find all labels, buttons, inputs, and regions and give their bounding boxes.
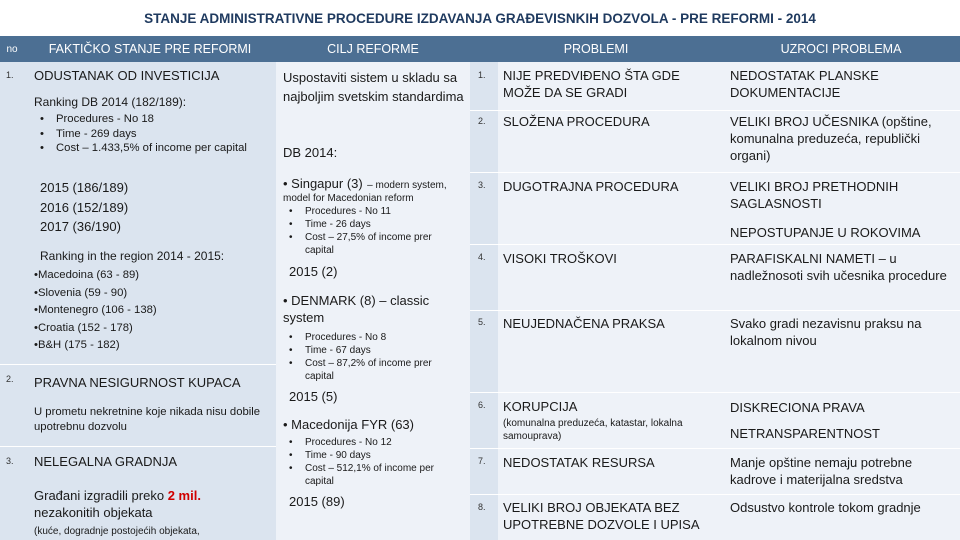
cause-2: VELIKI BROJ UČESNIKA (opštine, komunalna preduzeća, republički organi) <box>730 114 932 163</box>
highlight-count: 2 mil. <box>167 488 201 503</box>
ranking-region: Ranking in the region 2014 - 2015: <box>40 249 225 263</box>
item-nelegalna-text <box>34 488 264 522</box>
header-col2: CILJ REFORME <box>327 42 419 56</box>
row-divider <box>0 364 276 365</box>
item-nelegalna-note: (kuće, dogradnje postojećih objekata, <box>34 526 200 537</box>
region-list <box>34 267 157 355</box>
row-number: 2. <box>478 116 486 126</box>
row-divider <box>470 310 960 311</box>
row-number: 3. <box>478 180 486 190</box>
row-number: 5. <box>478 317 486 327</box>
list-item: • Time - 26 days <box>283 218 463 231</box>
row-divider <box>470 494 960 495</box>
row-divider <box>470 448 960 449</box>
header-col1: FAKTIČKO STANJE PRE REFORMI <box>48 42 252 56</box>
row-number: 2. <box>6 374 14 384</box>
list-item: • Procedures - No 8 <box>283 331 463 344</box>
db-bullets <box>34 112 256 156</box>
cause-8: Odsustvo kontrole tokom gradnje <box>730 500 921 515</box>
list-item: • Procedures - No 12 <box>283 436 463 449</box>
macedonia-2015: 2015 (89) <box>289 494 345 509</box>
item-pravna-note: U prometu nekretnine koje nikada nisu dobile upotrebnu dozvolu <box>34 406 261 433</box>
row-divider <box>470 172 960 173</box>
cause-7: Manje opštine nemaju potrebne kadrove i materijalna sredstva <box>730 455 913 487</box>
col3-num-bg <box>470 62 498 540</box>
cause-4: PARAFISKALNI NAMETI – u nadležnosoti svih učesnika procedure <box>730 251 947 283</box>
list-item: •Montenegro (106 - 138) <box>34 304 157 316</box>
header-col3: PROBLEMI <box>563 42 629 56</box>
cause-6b: NETRANSPARENTNOST <box>730 426 880 441</box>
text-part: nezakonitih objekata <box>34 504 153 520</box>
cause-5: Svako gradi nezavisnu praksu na lokalnom nivou <box>730 316 922 348</box>
cause-1: NEDOSTATAK PLANSKE DOKUMENTACIJE <box>730 68 879 100</box>
item-nelegalna: NELEGALNA GRADNJA <box>34 454 178 469</box>
ranking-db: Ranking DB 2014 (182/189): <box>34 95 187 109</box>
row-divider <box>470 244 960 245</box>
header-col4: UZROCI PROBLEMA <box>780 42 902 56</box>
rank-2017: 2017 (36/190) <box>40 219 121 234</box>
row-number: 8. <box>478 502 486 512</box>
table-header <box>0 36 960 62</box>
list-item: • Cost – 512,1% of income per capital <box>283 462 463 488</box>
db2014-label: DB 2014: <box>283 145 338 160</box>
list-item: • Cost – 27,5% of income prer capital <box>283 231 463 257</box>
singapur-bullets <box>283 205 463 257</box>
singapur-note: – modern system, <box>367 180 447 191</box>
problem-6-note: (komunalna preduzeća, katastar, lokalna samouprava) <box>503 418 683 442</box>
problem-7: NEDOSTATAK RESURSA <box>503 455 655 470</box>
list-item: • Cost – 1.433,5% of income per capital <box>34 141 256 156</box>
rank-2015: 2015 (186/189) <box>40 180 129 195</box>
problem-1: NIJE PREDVIĐENO ŠTA GDE MOŽE DA SE GRADI <box>503 68 680 100</box>
macedonia-label: • Macedonija FYR (63) <box>283 417 414 432</box>
cause-6: DISKRECIONA PRAVA <box>730 400 865 415</box>
row-number: 3. <box>6 456 14 466</box>
list-item: • Procedures - No 18 <box>34 112 256 127</box>
cause-3: VELIKI BROJ PRETHODNIH SAGLASNOSTI <box>730 179 899 211</box>
item-odustanak: ODUSTANAK OD INVESTICIJA <box>34 68 220 83</box>
singapur-2015: 2015 (2) <box>289 264 338 279</box>
problem-8: VELIKI BROJ OBJEKATA BEZ UPOTREBNE DOZVOLE I UPISA <box>503 500 700 532</box>
denmark-label: • DENMARK (8) – classic system <box>283 293 430 325</box>
rank-2016: 2016 (152/189) <box>40 200 129 215</box>
list-item: •Croatia (152 - 178) <box>34 321 133 334</box>
page-title: STANJE ADMINISTRATIVNE PROCEDURE IZDAVANJA GRAĐEVISNKIH DOZVOLA - PRE REFORMI - 2014 <box>0 0 960 36</box>
denmark-bullets <box>283 331 463 383</box>
cause-3b: NEPOSTUPANJE U ROKOVIMA <box>730 225 921 240</box>
row-number: 6. <box>478 400 486 410</box>
row-number: 1. <box>478 70 486 80</box>
list-item: • Time - 269 days <box>34 127 256 142</box>
col-num-bg <box>0 62 24 540</box>
row-divider <box>0 446 276 447</box>
problem-3: DUGOTRAJNA PROCEDURA <box>503 179 679 194</box>
reform-goal: Uspostaviti sistem u skladu sa najboljim svetskim standardima <box>283 70 464 104</box>
list-item: • Time - 67 days <box>283 344 463 357</box>
row-number: 7. <box>478 456 486 466</box>
denmark-2015: 2015 (5) <box>289 389 338 404</box>
problem-5: NEUJEDNAČENA PRAKSA <box>503 316 665 331</box>
problem-4: VISOKI TROŠKOVI <box>503 251 617 266</box>
item-pravna: PRAVNA NESIGURNOST KUPACA <box>34 375 241 390</box>
row-divider <box>470 110 960 111</box>
list-item: • Time - 90 days <box>283 449 463 462</box>
macedonia-bullets <box>283 436 463 488</box>
list-item: •B&H (175 - 182) <box>34 339 120 351</box>
singapur-model: model for Macedonian reform <box>283 193 414 204</box>
problem-2: SLOŽENA PROCEDURA <box>503 114 650 129</box>
row-number: 4. <box>478 252 486 262</box>
row-number: 1. <box>6 70 14 80</box>
list-item: • Cost – 87,2% of income prer capital <box>283 357 463 383</box>
header-num: no <box>6 43 18 55</box>
text-part: Građani izgradili preko <box>34 488 165 503</box>
list-item: •Macedoina (63 - 89) <box>34 269 140 281</box>
list-item: •Slovenia (59 - 90) <box>34 286 128 299</box>
singapur-label: • Singapur (3) <box>283 176 363 191</box>
problem-6: KORUPCIJA <box>503 399 578 414</box>
row-divider <box>470 392 960 393</box>
list-item: • Procedures - No 11 <box>283 205 463 218</box>
